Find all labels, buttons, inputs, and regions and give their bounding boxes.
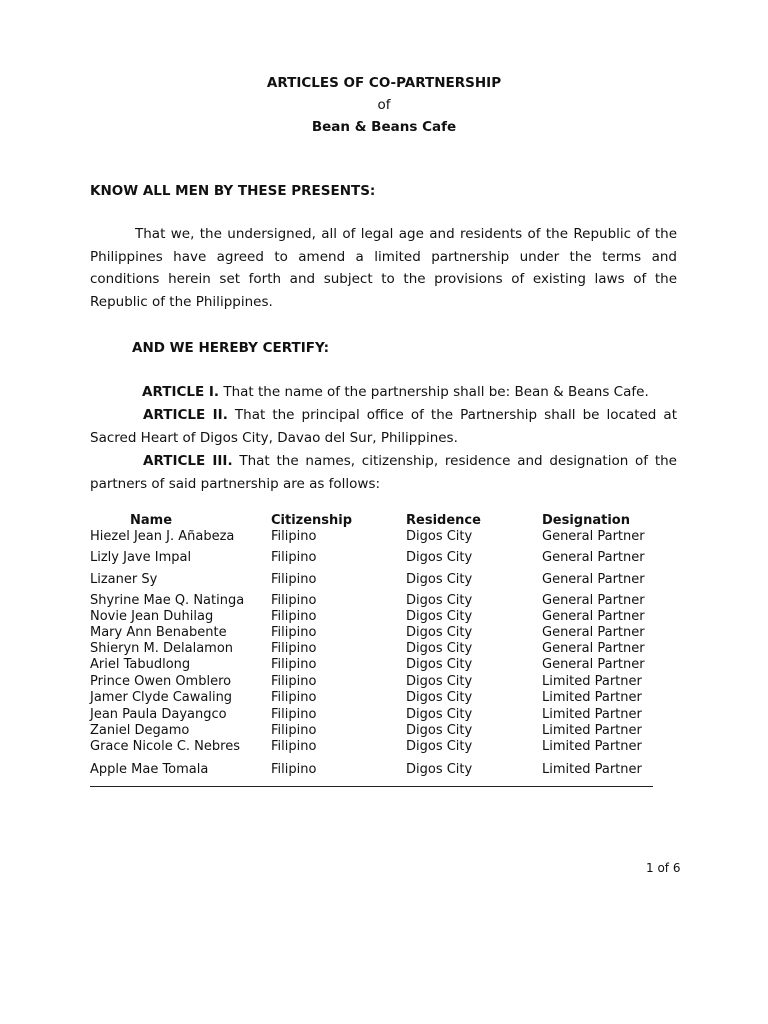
cell-name: Zaniel Degamo xyxy=(90,723,190,738)
table-row xyxy=(0,609,768,625)
table-row xyxy=(0,550,768,566)
cell-designation: Limited Partner xyxy=(542,690,642,705)
article-3-label: ARTICLE III. xyxy=(143,453,233,469)
article-2-label: ARTICLE II. xyxy=(143,407,228,423)
cell-designation: General Partner xyxy=(542,593,645,608)
cell-residence: Digos City xyxy=(406,625,473,640)
table-row xyxy=(0,739,768,755)
cell-residence: Digos City xyxy=(406,690,473,705)
cell-citizenship: Filipino xyxy=(271,690,317,705)
table-row xyxy=(0,625,768,641)
cell-residence: Digos City xyxy=(406,572,473,587)
document-title: ARTICLES OF CO-PARTNERSHIP xyxy=(266,75,502,91)
cell-citizenship: Filipino xyxy=(271,609,317,624)
cell-citizenship: Filipino xyxy=(271,707,317,722)
cell-name: Novie Jean Duhilag xyxy=(90,609,214,624)
article-3-text: That the names, citizenship, residence and designation of the partners of said partnership are as follows: xyxy=(90,453,677,492)
cell-citizenship: Filipino xyxy=(271,723,317,738)
page-number: 1 of 6 xyxy=(646,861,681,875)
cell-name: Ariel Tabudlong xyxy=(90,657,191,672)
header-citizenship: Citizenship xyxy=(271,513,353,528)
cell-designation: Limited Partner xyxy=(542,762,642,777)
cell-citizenship: Filipino xyxy=(271,739,317,754)
cell-designation: Limited Partner xyxy=(542,723,642,738)
cell-residence: Digos City xyxy=(406,657,473,672)
header-designation: Designation xyxy=(542,513,630,528)
cell-residence: Digos City xyxy=(406,674,473,689)
cell-residence: Digos City xyxy=(406,762,473,777)
cell-citizenship: Filipino xyxy=(271,550,317,565)
article-2 xyxy=(90,404,677,449)
cell-residence: Digos City xyxy=(406,550,473,565)
cell-designation: Limited Partner xyxy=(542,707,642,722)
article-1-label: ARTICLE I. xyxy=(142,384,220,400)
table-bottom-rule xyxy=(90,786,653,787)
greeting-heading: KNOW ALL MEN BY THESE PRESENTS: xyxy=(90,183,376,199)
cell-citizenship: Filipino xyxy=(271,529,317,544)
cell-designation: General Partner xyxy=(542,529,645,544)
intro-paragraph: That we, the undersigned, all of legal age and residents of the Republic of the Philippines have agreed to amend a limited partnership under the terms and conditions herein set forth and subject to the provisions of existing laws of the Republic of the Philippines. xyxy=(90,226,677,311)
cell-name: Shyrine Mae Q. Natinga xyxy=(90,593,245,608)
cell-residence: Digos City xyxy=(406,593,473,608)
cell-residence: Digos City xyxy=(406,641,473,656)
cell-citizenship: Filipino xyxy=(271,593,317,608)
cell-designation: General Partner xyxy=(542,572,645,587)
cell-citizenship: Filipino xyxy=(271,657,317,672)
cell-name: Prince Owen Omblero xyxy=(90,674,232,689)
cell-citizenship: Filipino xyxy=(271,572,317,587)
cell-designation: General Partner xyxy=(542,625,645,640)
cell-designation: General Partner xyxy=(542,657,645,672)
header-name: Name xyxy=(130,513,173,528)
table-row xyxy=(0,529,768,545)
article-1 xyxy=(90,381,677,404)
cell-designation: Limited Partner xyxy=(542,674,642,689)
table-row xyxy=(0,593,768,609)
cell-name: Shieryn M. Delalamon xyxy=(90,641,234,656)
cell-citizenship: Filipino xyxy=(271,762,317,777)
cell-residence: Digos City xyxy=(406,739,473,754)
cell-name: Mary Ann Benabente xyxy=(90,625,227,640)
table-header xyxy=(0,513,768,529)
cell-designation: Limited Partner xyxy=(542,739,642,754)
cell-name: Jean Paula Dayangco xyxy=(90,707,227,722)
cell-residence: Digos City xyxy=(406,707,473,722)
table-row xyxy=(0,657,768,673)
cell-citizenship: Filipino xyxy=(271,674,317,689)
article-3 xyxy=(90,450,677,495)
company-name: Bean & Beans Cafe xyxy=(311,119,457,135)
table-row xyxy=(0,572,768,588)
title-of: of xyxy=(377,97,391,113)
cell-residence: Digos City xyxy=(406,609,473,624)
article-2-text: That the principal office of the Partnership shall be located at Sacred Heart of Digos City, Davao del Sur, Philippines. xyxy=(90,407,677,446)
cell-name: Grace Nicole C. Nebres xyxy=(90,739,240,754)
cell-name: Lizaner Sy xyxy=(90,572,158,587)
certify-heading: AND WE HEREBY CERTIFY: xyxy=(132,340,330,356)
table-row xyxy=(0,674,768,690)
table-row xyxy=(0,641,768,657)
cell-name: Lizly Jave Impal xyxy=(90,550,192,565)
table-row xyxy=(0,723,768,739)
cell-citizenship: Filipino xyxy=(271,625,317,640)
cell-residence: Digos City xyxy=(406,723,473,738)
cell-designation: General Partner xyxy=(542,550,645,565)
cell-designation: General Partner xyxy=(542,641,645,656)
header-residence: Residence xyxy=(406,513,481,528)
cell-name: Apple Mae Tomala xyxy=(90,762,209,777)
cell-citizenship: Filipino xyxy=(271,641,317,656)
cell-designation: General Partner xyxy=(542,609,645,624)
cell-name: Jamer Clyde Cawaling xyxy=(90,690,233,705)
cell-name: Hiezel Jean J. Añabeza xyxy=(90,529,235,544)
table-row xyxy=(0,690,768,706)
table-row xyxy=(0,707,768,723)
article-1-text: That the name of the partnership shall be: Bean & Beans Cafe. xyxy=(219,384,649,400)
cell-residence: Digos City xyxy=(406,529,473,544)
table-row xyxy=(0,762,768,778)
